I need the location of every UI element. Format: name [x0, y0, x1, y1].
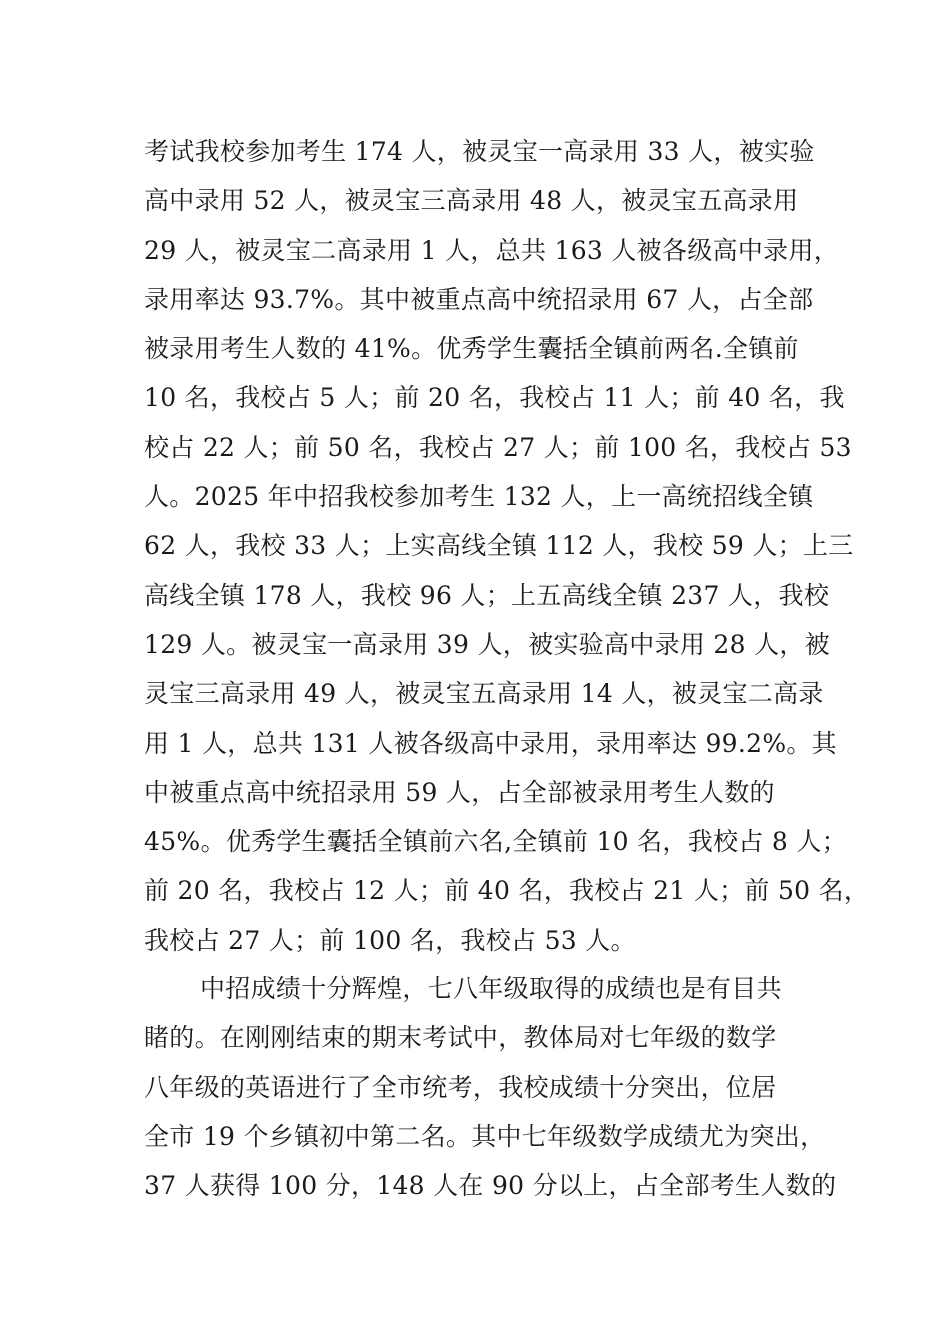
text-line: 睹的。在刚刚结束的期末考试中，教体局对七年级的数学 — [144, 1023, 777, 1053]
text-line: 高线全镇 178 人，我校 96 人；上五高线全镇 237 人，我校 — [144, 580, 830, 610]
text-line: 考试我校参加考生 174 人，被灵宝一高录用 33 人，被实验 — [144, 137, 815, 166]
text-line: 人。2025 年中招我校参加考生 132 人，上一高统招线全镇 — [144, 482, 814, 512]
text-line: 我校占 27 人；前 100 名，我校占 53 人。 — [144, 925, 636, 955]
text-line: 29 人，被灵宝二高录用 1 人，总共 163 人被各级高中录用， — [144, 235, 840, 265]
paragraph-2 — [144, 964, 837, 1210]
text-line: 全市 19 个乡镇初中第二名。其中七年级数学成绩尤为突出， — [144, 1121, 826, 1151]
text-line: 10 名，我校占 5 人；前 20 名，我校占 11 人；前 40 名，我 — [144, 383, 845, 413]
text-line: 灵宝三高录用 49 人，被灵宝五高录用 14 人，被灵宝二高录 — [144, 679, 824, 709]
text-line: 校占 22 人；前 50 名，我校占 27 人；前 100 名，我校占 53 — [144, 432, 852, 462]
text-line: 八年级的英语进行了全市统考，我校成绩十分突出，位居 — [144, 1072, 777, 1102]
text-line: 前 20 名，我校占 12 人；前 40 名，我校占 21 人；前 50 名， — [144, 876, 870, 906]
text-line: 中招成绩十分辉煌，七八年级取得的成绩也是有目共 — [200, 974, 782, 1003]
text-line: 被录用考生人数的 41%。优秀学生囊括全镇前两名.全镇前 — [144, 334, 799, 364]
text-line: 中被重点高中统招录用 59 人，占全部被录用考生人数的 — [144, 777, 775, 807]
text-line: 录用率达 93.7%。其中被重点高中统招录用 67 人，占全部 — [144, 284, 814, 314]
text-line: 45%。优秀学生囊括全镇前六名,全镇前 10 名，我校占 8 人； — [144, 827, 847, 857]
text-line: 129 人。被灵宝一高录用 39 人，被实验高中录用 28 人，被 — [144, 629, 830, 659]
text-line: 62 人，我校 33 人；上实高线全镇 112 人，我校 59 人；上三 — [144, 531, 854, 561]
paragraph-1 — [144, 127, 870, 965]
text-line: 高中录用 52 人，被灵宝三高录用 48 人，被灵宝五高录用 — [144, 186, 799, 216]
text-line: 37 人获得 100 分，148 人在 90 分以上，占全部考生人数的 — [144, 1171, 837, 1201]
text-line: 用 1 人，总共 131 人被各级高中录用，录用率达 99.2%。其 — [144, 728, 837, 758]
